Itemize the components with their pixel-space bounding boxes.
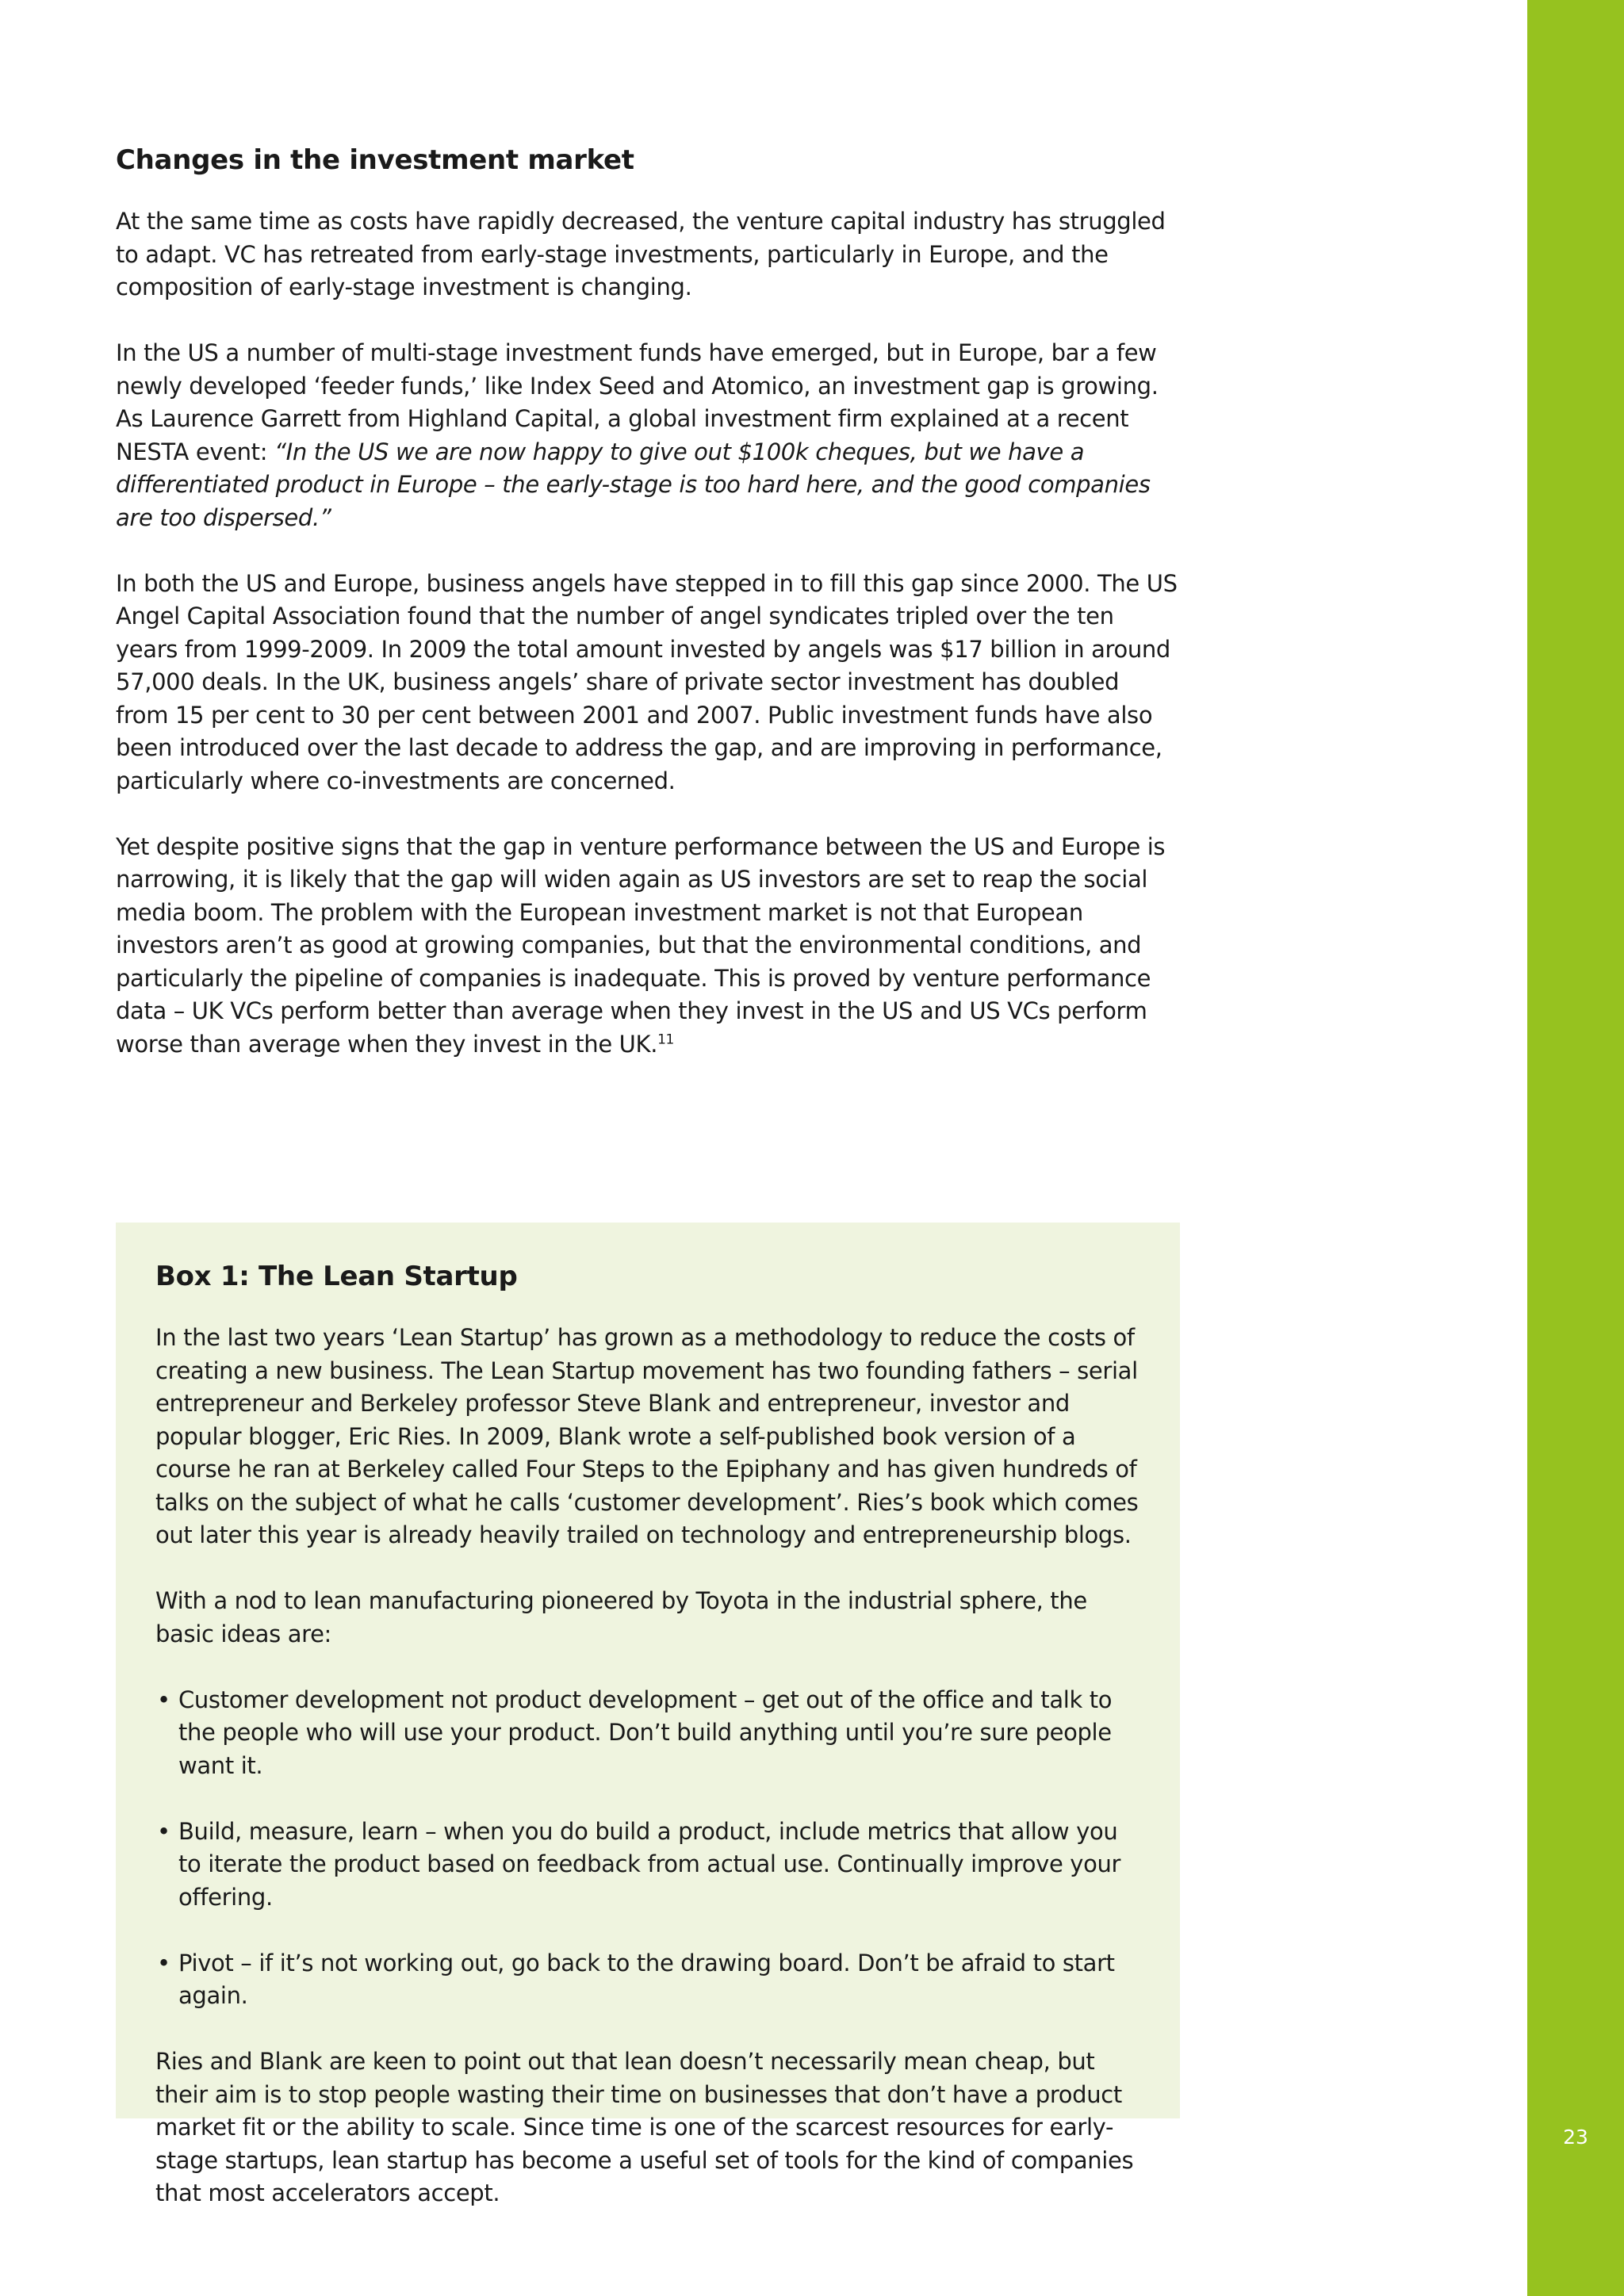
paragraph-venture-performance-text: Yet despite positive signs that the gap in venture performance between the US and Europe is narrowing, it is likely that the gap will widen again as US investors are set to reap the social media boom. The problem with the European investment market is not that European investors aren’t as good at growing companies, but that the environmental conditions, and particularly the pipeline of companies is inadequate. This is proved by venture performance data – UK VCs perform better than average when they invest in the US and US VCs perform worse than average when they invest in the UK.	[116, 832, 1166, 1058]
paragraph-business-angels: In both the US and Europe, business angels have stepped in to fill this gap since 2000. The US Angel Capital Association found that the number of angel syndicates tripled over the ten years from 1999-2009. In 2009 the total amount invested by angels was $17 billion in around 57,000 deals. In the UK, business angels’ share of private sector investment has doubled from 15 per cent to 30 per cent between 2001 and 2007. Public investment funds have also been introduced over the last decade to address the gap, and are improving in performance, particularly where co-investments are concerned.	[116, 569, 1178, 794]
paragraph-investment-gap	[116, 337, 1178, 534]
list-item	[155, 1816, 1140, 1915]
box-paragraph-intro: In the last two years ‘Lean Startup’ has grown as a methodology to reduce the costs of creating a new business. The Lean Startup movement has two founding fathers – serial entrepreneur and Berkeley professor Steve Blank and entrepreneur, investor and popular blogger, Eric Ries. In 2009, Blank wrote a self-published book version of a course he ran at Berkeley called Four Steps to the Epiphany and has given hundreds of talks on the subject of what he calls ‘customer development’. Ries’s book which comes out later this year is already heavily trailed on technology and entrepreneurship blogs.	[155, 1324, 1139, 1548]
bullet-icon: •	[157, 1949, 170, 1976]
basic-ideas-list	[155, 1684, 1140, 2013]
list-item	[155, 1947, 1140, 2013]
box-paragraph-conclusion: Ries and Blank are keen to point out that lean doesn’t necessarily mean cheap, but their aim is to stop people wasting their time on businesses that don’t have a product market fit or the ability to scale. Since time is one of the scarcest resources for early-stage startups, lean startup has become a useful set of tools for the kind of companies that most accelerators accept.	[155, 2048, 1134, 2206]
list-item	[155, 1684, 1140, 1783]
section-heading: Changes in the investment market	[116, 144, 634, 176]
lean-startup-box	[116, 1223, 1180, 2206]
list-item-text: Customer development not product development – get out of the office and talk to the people who will use your product. Don’t build anything until you’re sure people want it.	[178, 1686, 1113, 1779]
green-sidebar	[1527, 0, 1624, 2296]
box-title: Box 1: The Lean Startup	[155, 1261, 518, 1292]
paragraph-venture-performance	[116, 831, 1178, 1062]
box-paragraph-basic-ideas: With a nod to lean manufacturing pioneered by Toyota in the industrial sphere, the basic ideas are:	[155, 1587, 1087, 1647]
page-number: 23	[1563, 2126, 1588, 2149]
garrett-quote: “In the US we are now happy to give out $100k cheques, but we have a differentiated product in Europe – the early-stage is too hard here, and the good companies are too dispersed.”	[116, 438, 1151, 531]
list-item-text: Pivot – if it’s not working out, go back to the drawing board. Don’t be afraid to start again.	[178, 1949, 1115, 2009]
bullet-icon: •	[157, 1686, 170, 1713]
main-content	[116, 140, 1178, 1094]
paragraph-investment-gap-text: In the US a number of multi-stage investment funds have emerged, but in Europe, bar a few newly developed ‘feeder funds,’ like Index Seed and Atomico, an investment gap is growing. As Laurence Garrett from Highland Capital, a global investment firm explained at a recent NESTA event:	[116, 339, 1159, 465]
bullet-icon: •	[157, 1817, 170, 1845]
paragraph-costs: At the same time as costs have rapidly decreased, the venture capital industry has struggled to adapt. VC has retreated from early-stage investments, particularly in Europe, and the composition of early-stage investment is changing.	[116, 208, 1166, 300]
footnote-ref: 11	[657, 1031, 675, 1047]
list-item-text: Build, measure, learn – when you do build a product, include metrics that allow you to iterate the product based on feedback from actual use. Continually improve your offering.	[178, 1817, 1121, 1911]
